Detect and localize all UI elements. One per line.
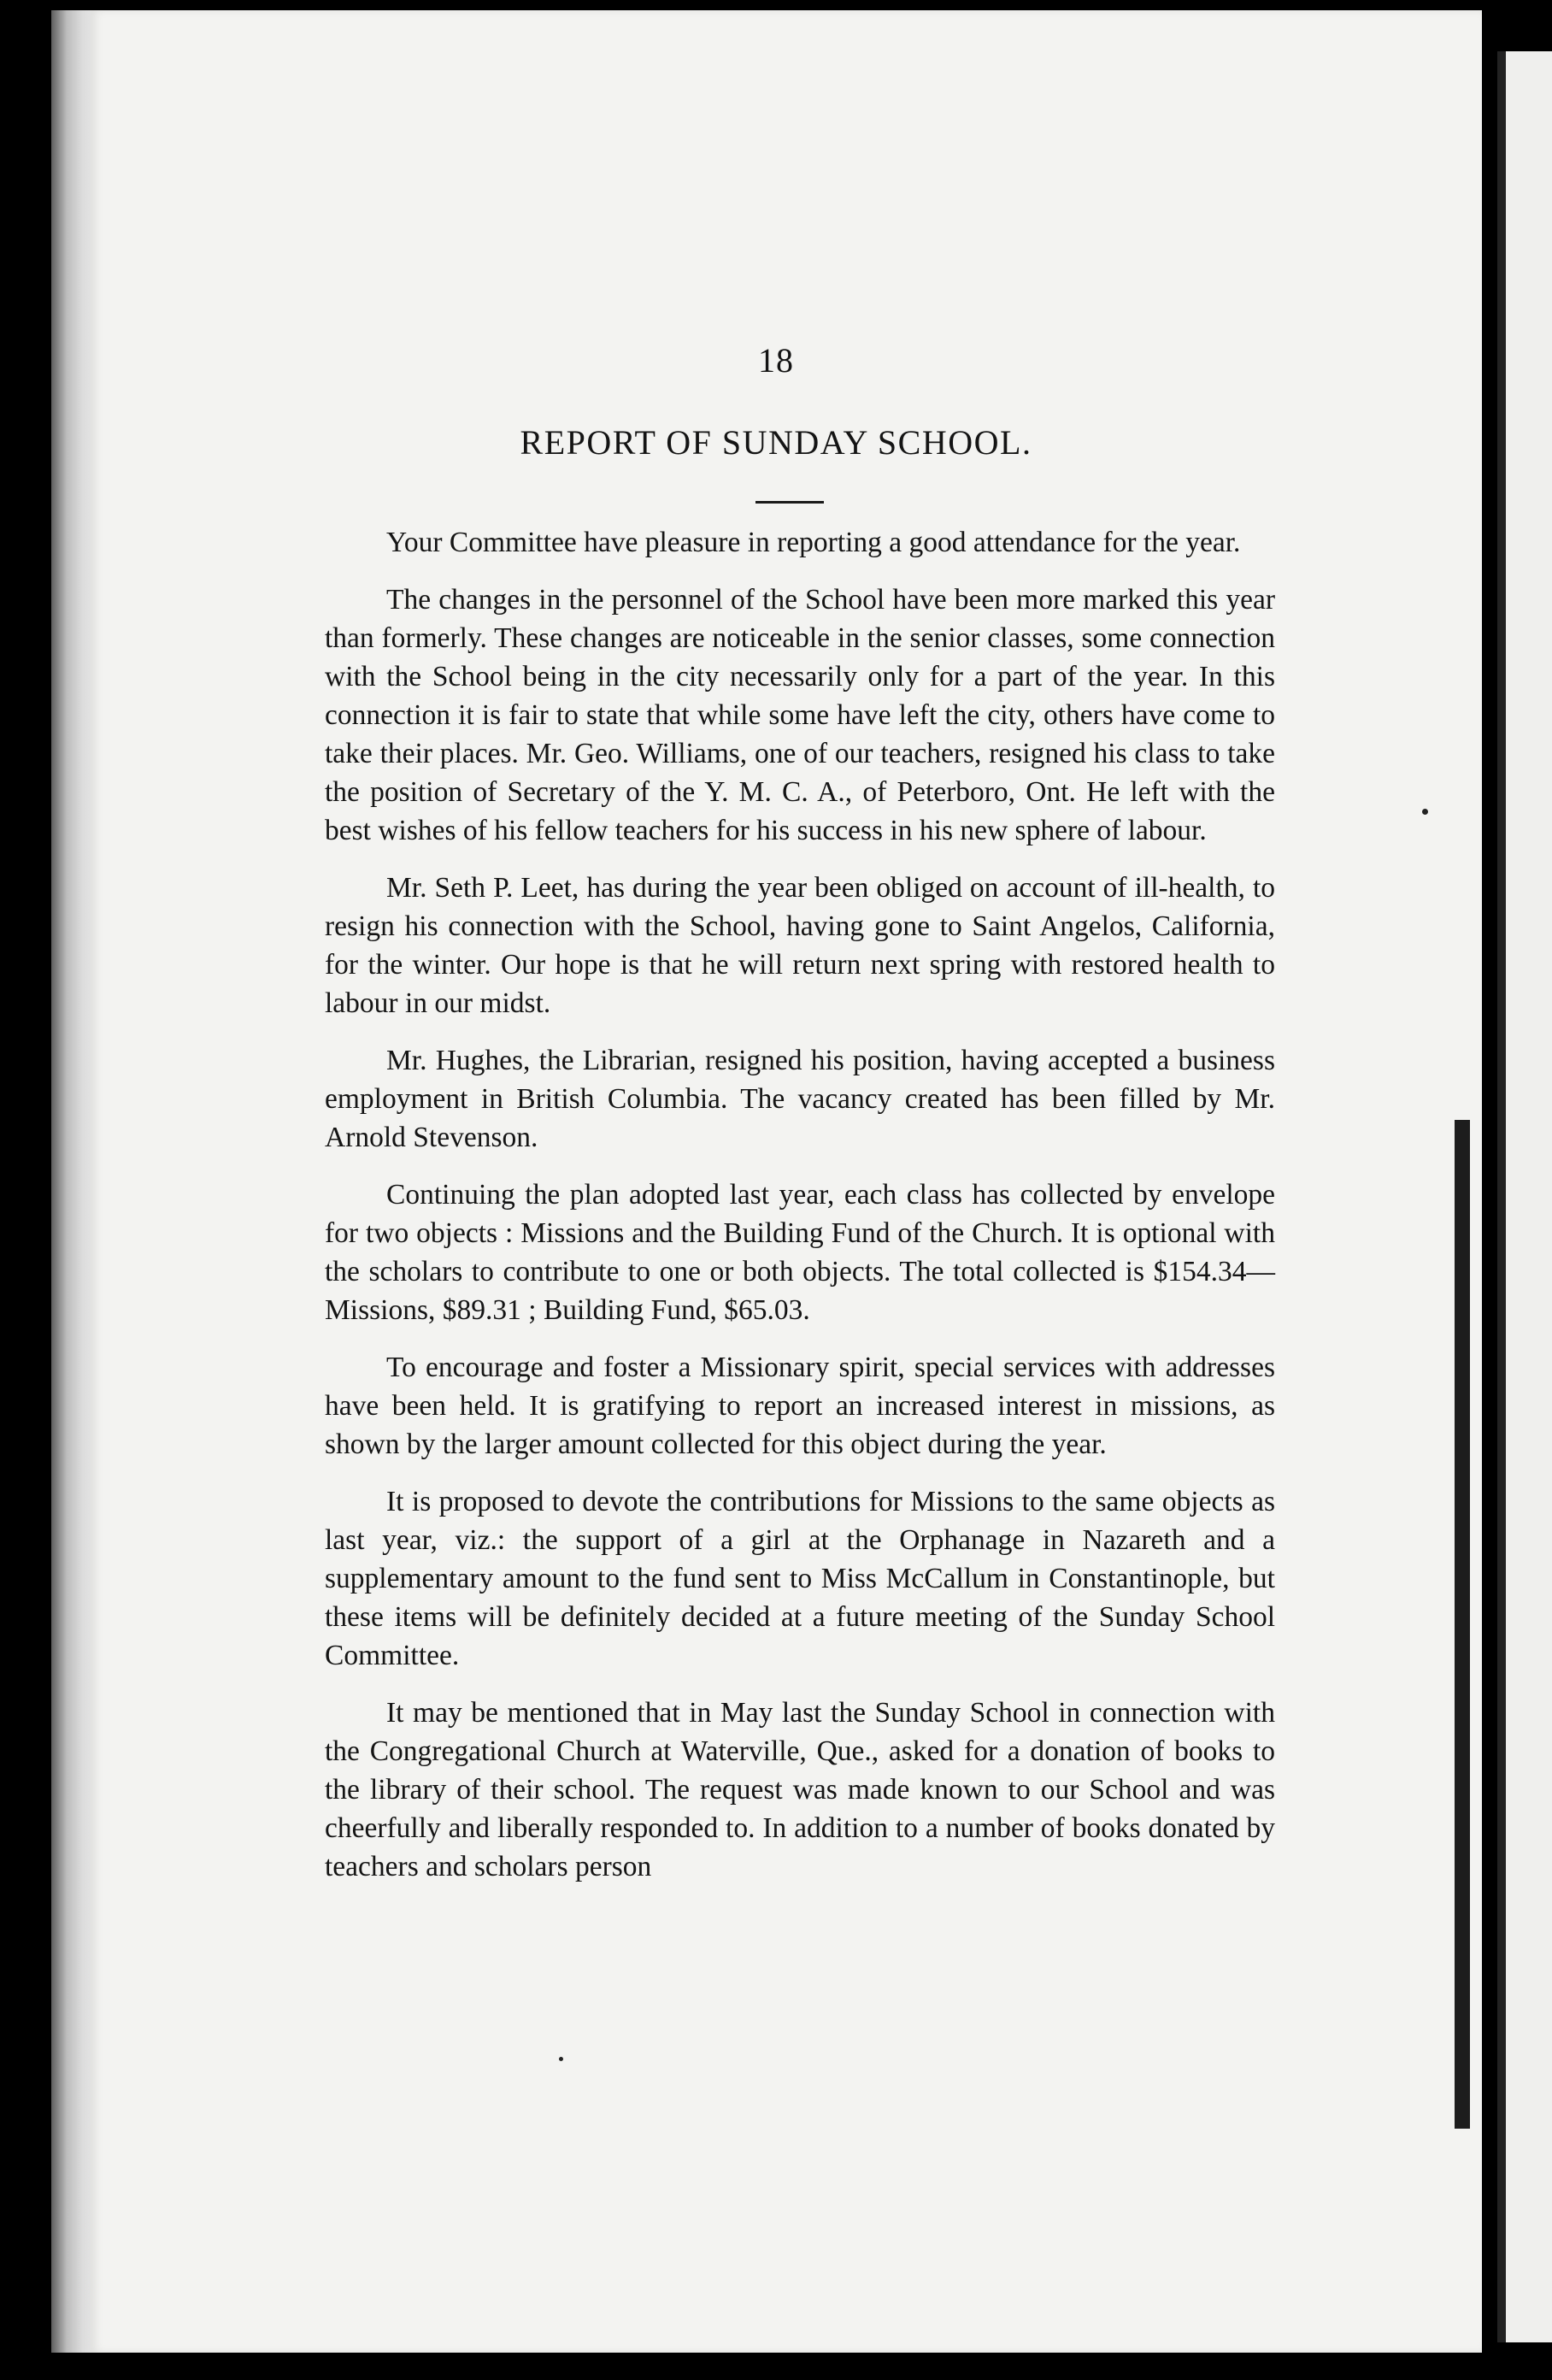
paragraph-librarian: Mr. Hughes, the Librarian, resigned his position, having accepted a business employment in British Columbia. The vacancy created has been filled by Mr. Arnold Stevenson.	[325, 1045, 1275, 1153]
paragraph-missionary-spirit: To encourage and foster a Missionary spirit, special services with addresses have been held. It is gratifying to report an increased interest in missions, as shown by the larger amount collected for this object during the year.	[325, 1352, 1275, 1460]
report-title: REPORT OF SUNDAY SCHOOL.	[520, 423, 1032, 462]
paragraph-personnel-changes: The changes in the personnel of the School have been more marked this year than formerly. These changes are noticeable in the senior classes, some connection with the School being in the city necessarily only for a part of the year. In this connection it is fair to state that while some have left the city, others have come to take their places. Mr. Geo. Williams, one of our teachers, resigned his class to take the position of Secretary of the Y. M. C. A., of Peterboro, Ont. He left with the best wishes of his fellow teachers for his success in his new sphere of labour.	[325, 584, 1275, 846]
paragraph-missions-proposal: It is proposed to devote the contributions for Missions to the same objects as last year, viz.: the support of a girl at the Orphanage in Nazareth and a supplementary amount to the fund sent to Miss McCallum in Constantinople, but these items will be definitely decided at a future meeting of the Sunday School Committee.	[325, 1486, 1275, 1671]
paragraph-collections: Continuing the plan adopted last year, each class has collected by envelope for two objects : Missions and the Building Fund of the Church. It is optional with the scholars to contribute to one or both objects. The total collected is $154.34—Missions, $89.31 ; Building Fund, $65.03.	[325, 1179, 1275, 1326]
scan-speck	[1422, 809, 1428, 815]
page-number: 18	[758, 341, 794, 380]
title-divider	[755, 501, 824, 504]
paragraph-waterville-donation: It may be mentioned that in May last the Sunday School in connection with the Congregational Church at Waterville, Que., asked for a donation of books to the library of their school. The request was made known to our School and was cheerfully and liberally responded to. In addition to a number of books donated by teachers and scholars person	[325, 1697, 1275, 1882]
paragraph-attendance: Your Committee have pleasure in reporting a good attendance for the year.	[386, 527, 1241, 558]
report-body	[325, 523, 1275, 1905]
adjacent-page-edge	[1497, 51, 1552, 2342]
adjacent-page-shadow	[1455, 1120, 1470, 2129]
paragraph-seth-leet: Mr. Seth P. Leet, has during the year been obliged on account of ill-health, to resign his connection with the School, having gone to Saint Angelos, California, for the winter. Our hope is that he will return next spring with restored health to labour in our midst.	[325, 872, 1275, 1019]
scan-speck	[559, 2057, 563, 2061]
